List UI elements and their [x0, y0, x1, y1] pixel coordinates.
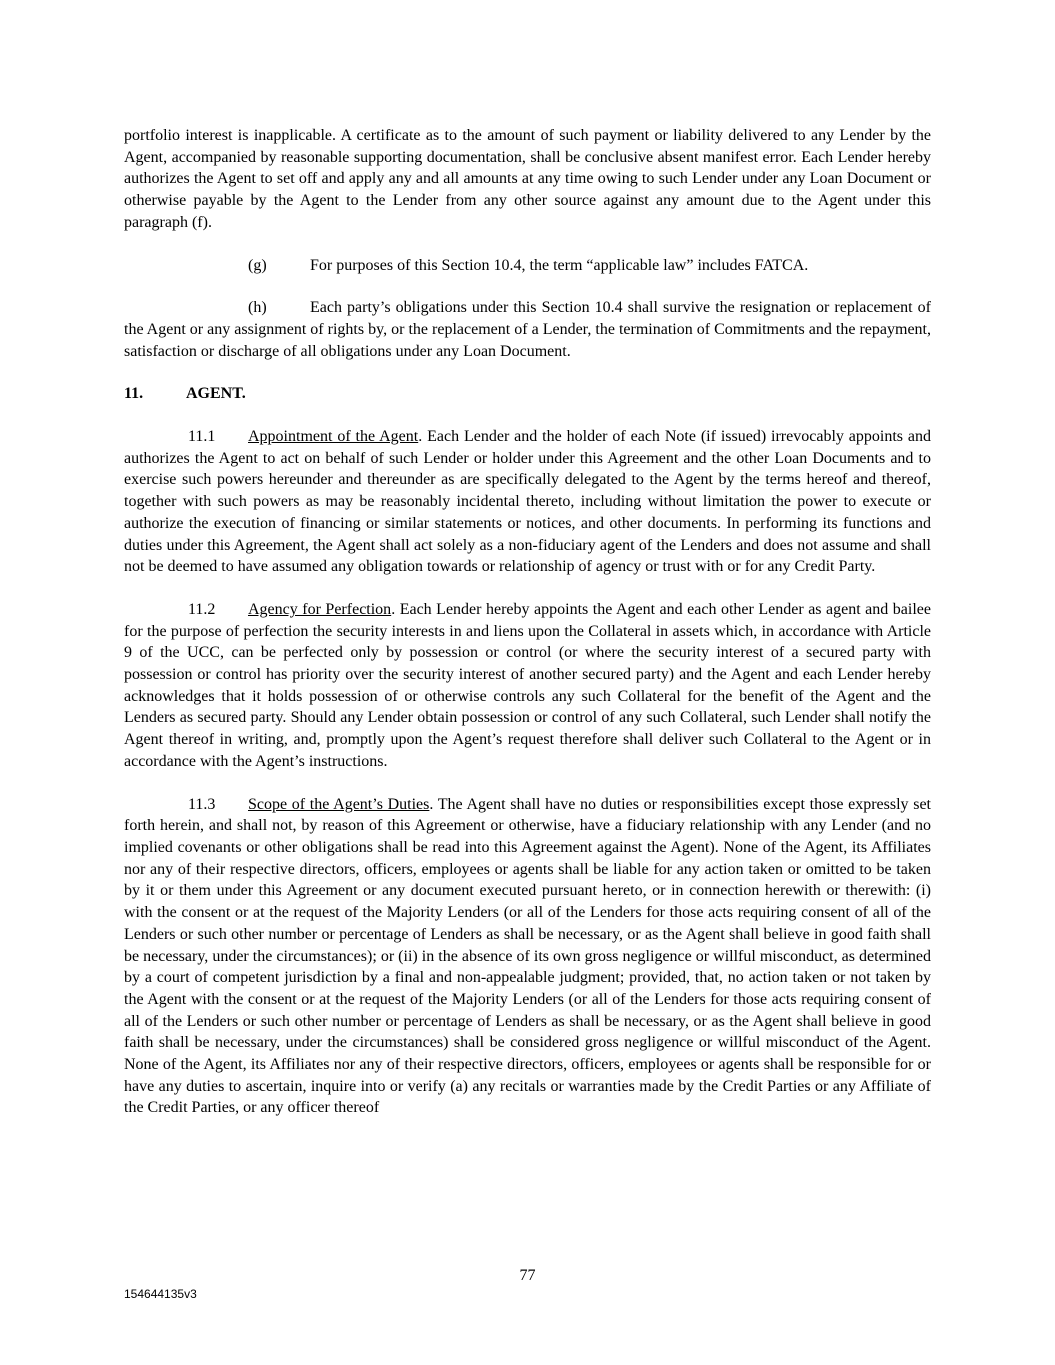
section-11-2-number: 11.2 [188, 600, 216, 618]
section-11-1-body: . Each Lender and the holder of each Note (if issued) irrevocably appoints and authorizes the Agent to act on behalf of such Lender or holder under this Agreement and the other Loan Documents and to exercise such powers hereunder and thereunder as are specifically delegated to the Agent by the terms hereof and thereof, together with such powers as may be reasonably incidental thereto, including without limitation the power to execute or authorize the execution of financing or similar statements or notices, and other documents. In performing its functions and duties under this Agreement, the Agent shall act solely as a non-fiduciary agent of the Lenders and does not assume and shall not be deemed to have assumed any obligation towards or relationship of agency or trust with or for any Credit Party. [124, 428, 932, 576]
section-11-1 [124, 426, 931, 578]
section-heading-number: 11. [124, 385, 144, 403]
item-g-label: (g) [248, 256, 267, 274]
item-h [124, 297, 931, 362]
document-id: 154644135v3 [124, 1287, 197, 1301]
section-11-3 [124, 794, 931, 1120]
document-page [124, 125, 931, 1119]
section-11-3-title: Scope of the Agent’s Duties [248, 795, 430, 813]
section-11-2 [124, 599, 931, 773]
section-heading [124, 383, 931, 405]
page-number: 77 [519, 1267, 536, 1284]
item-h-label: (h) [248, 299, 267, 317]
section-11-2-title: Agency for Perfection [248, 600, 392, 618]
section-11-3-number: 11.3 [188, 795, 216, 813]
section-heading-title: AGENT. [186, 385, 246, 403]
item-h-text: Each party’s obligations under this Section 10.4 shall survive the resignation or replacement of the Agent or any assignment of rights by, or the replacement of a Lender, the termination of Commitments and the repayment, satisfaction or discharge of all obligations under any Loan Document. [124, 299, 931, 360]
section-11-1-title: Appointment of the Agent [248, 428, 419, 446]
section-11-1-number: 11.1 [188, 428, 216, 446]
section-11-2-body: . Each Lender hereby appoints the Agent and each other Lender as agent and bailee for the purpose of perfection the security interests in and liens upon the Collateral in assets which, in accordance with Article 9 of the UCC, can be perfected only by possession or control (or where the security interest of a secured party with possession or control has priority over the security interest of another secured party) and the Agent and each Lender hereby acknowledges that it holds possession of or otherwise controls any such Collateral for the benefit of the Agent and the Lenders as secured party. Should any Lender obtain possession or control of any such Collateral, such Lender shall notify the Agent thereof in writing, and, promptly upon the Agent’s request therefore shall deliver such Collateral to the Agent or in accordance with the Agent’s instructions. [124, 600, 931, 770]
item-g-text: For purposes of this Section 10.4, the term “applicable law” includes FATCA. [310, 256, 809, 274]
section-11-3-body: . The Agent shall have no duties or responsibilities except those expressly set forth herein, and shall not, by reason of this Agreement or otherwise, have a fiduciary relationship with any Lender (and no implied covenants or other obligations shall be read into this Agreement against the Agent). None of the Agent, its Affiliates nor any of their respective directors, officers, employees or agents shall be liable for any action taken or omitted to be taken by it or them under this Agreement or any document executed pursuant hereto, or in connection herewith or therewith: (i) with the consent or at the request of the Majority Lenders (or all of the Lenders for those acts requiring consent of all of the Lenders or such other number or percentage of Lenders as shall be necessary, or as the Agent shall believe in good faith shall be necessary, under the circumstances); or (ii) in the absence of its own gross negligence or willful misconduct, as determined by a court of competent jurisdiction by a final and non-appealable judgment; provided, that, no action taken or not taken by the Agent with the consent or at the request of the Majority Lenders (or all of the Lenders for those acts requiring consent of all of the Lenders or such other number or percentage of Lenders as shall be necessary, or as the Agent shall believe in good faith shall be necessary, under the circumstances) shall be considered gross negligence or willful misconduct of the Agent. None of the Agent, its Affiliates nor any of their respective directors, officers, employees or agents shall be responsible for or have any duties to ascertain, inquire into or verify (a) any recitals or warranties made by the Credit Parties or any Affiliate of the Credit Parties, or any officer thereof [124, 795, 931, 1117]
item-g [124, 255, 931, 277]
intro-paragraph: portfolio interest is inapplicable. A certificate as to the amount of such payment or liability delivered to any Lender by the Agent, accompanied by reasonable supporting documentation, shall be conclusive absent manifest error. Each Lender hereby authorizes the Agent to set off and apply any and all amounts at any time owing to such Lender under any Loan Document or otherwise payable by the Agent to the Lender from any other source against any amount due to the Agent under this paragraph (f). [124, 127, 931, 231]
